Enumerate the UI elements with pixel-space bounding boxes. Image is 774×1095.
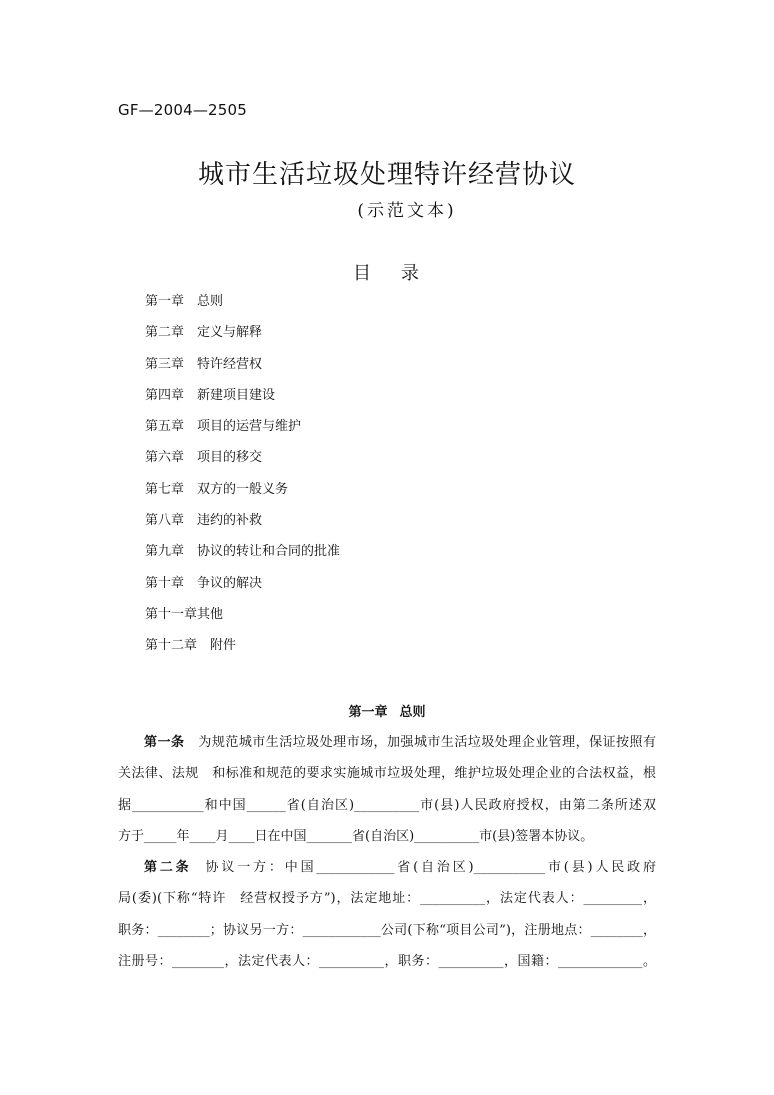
toc-item-number: 第九章 — [145, 544, 185, 560]
toc-item-title: 总则 — [197, 294, 224, 309]
article-line — [118, 857, 656, 888]
toc-item-number: 第二章 — [145, 325, 185, 341]
toc-item-number: 第七章 — [145, 481, 185, 497]
toc-item — [145, 636, 340, 667]
table-of-contents — [145, 292, 340, 668]
toc-item-number: 第十章 — [145, 575, 185, 591]
article-number: 第二条 — [144, 860, 192, 875]
toc-item — [145, 542, 340, 573]
toc-item-title: 违约的补救 — [197, 513, 263, 529]
toc-item-number: 第三章 — [145, 356, 185, 372]
chapter-title: 总则 — [399, 705, 426, 720]
article-text: 协议一方：中国____________省(自治区)___________市(县)人民政府 — [205, 860, 656, 875]
article-number: 第一条 — [144, 735, 185, 750]
article-line: 职务：________；协议另一方：____________公司(下称“项目公司”)，注册地点：________， — [118, 922, 656, 938]
toc-item — [145, 355, 340, 386]
article-line: 局(委)(下称“特许 经营权授予方”)，法定地址：__________，法定代表人：_________， — [118, 891, 656, 907]
toc-item-number: 第四章 — [145, 387, 185, 403]
toc-item — [145, 480, 340, 511]
toc-heading-right: 录 — [401, 263, 421, 284]
toc-item-title: 附件 — [210, 638, 237, 654]
article-line: 关法律、法规 和标准和规范的要求实施城市垃圾处理，维护垃圾处理企业的合法权益，根 — [118, 766, 656, 782]
toc-item-title: 新建项目建设 — [197, 387, 276, 403]
toc-item — [145, 386, 340, 417]
chapter-heading — [0, 701, 774, 720]
toc-item-number: 第十二章 — [145, 638, 198, 654]
article-line: 据___________和中国______省(自治区)__________市(县)人民政府授权，由第二条所述双 — [118, 797, 656, 813]
toc-item-title: 争议的解决 — [197, 575, 263, 591]
document-code: GF—2004—2505 — [118, 101, 247, 119]
toc-item-title: 项目的运营与维护 — [197, 419, 302, 435]
toc-item — [145, 511, 340, 542]
toc-item — [145, 448, 340, 479]
article-line: 注册号：________，法定代表人：__________，职务：__________，国籍：_____________。 — [118, 953, 656, 969]
article-line: 方于_____年____月____日在中国_______省(自治区)__________市(县)签署本协议。 — [118, 828, 594, 844]
toc-item — [145, 292, 340, 323]
toc-item-title: 协议的转让和合同的批准 — [197, 544, 341, 560]
toc-item — [145, 605, 340, 636]
toc-item-number: 第五章 — [145, 419, 185, 435]
toc-item — [145, 574, 340, 605]
toc-item-title: 项目的移交 — [197, 450, 263, 466]
toc-item-number: 第一章 — [145, 294, 185, 309]
toc-item-number: 第十一章其他 — [145, 606, 224, 622]
toc-item-title: 定义与解释 — [197, 325, 263, 341]
toc-item-title: 双方的一般义务 — [197, 481, 289, 497]
toc-heading — [0, 259, 774, 285]
toc-item — [145, 417, 340, 448]
toc-item — [145, 323, 340, 354]
toc-item-title: 特许经营权 — [197, 356, 263, 372]
article-2 — [118, 857, 656, 982]
toc-item-number: 第六章 — [145, 450, 185, 466]
document-subtitle: (示范文本) — [357, 201, 457, 221]
chapter-number: 第一章 — [348, 705, 388, 720]
toc-item-number: 第八章 — [145, 513, 185, 529]
article-text: 为规范城市生活垃圾处理市场，加强城市生活垃圾处理企业管理，保证按照有 — [198, 735, 656, 750]
article-line — [118, 732, 656, 763]
document-title: 城市生活垃圾处理特许经营协议 — [197, 160, 576, 190]
toc-heading-left: 目 — [353, 263, 373, 284]
article-1 — [118, 732, 656, 857]
